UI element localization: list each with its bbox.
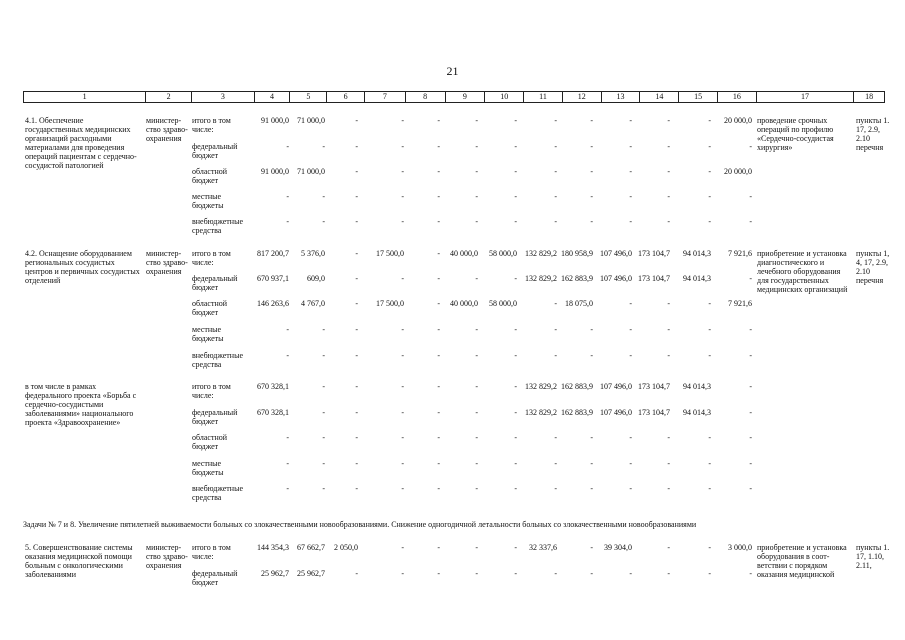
cell-c15: -: [708, 167, 711, 176]
source-label: внебюджетные средства: [192, 217, 243, 235]
source-label: итого в том числе:: [192, 249, 231, 267]
cell-c4: -: [286, 142, 289, 151]
cell-c8: -: [437, 217, 440, 226]
cell-c5: 609,0: [307, 274, 325, 283]
cell-c14: -: [667, 569, 670, 578]
header-cell: 5: [289, 92, 326, 102]
cell-c6: -: [355, 351, 358, 360]
executor: министер-ство здраво-охранения: [146, 116, 188, 143]
header-cell: 18: [853, 92, 884, 102]
cell-c13: -: [629, 569, 632, 578]
cell-c4: -: [286, 351, 289, 360]
cell-c8: -: [437, 274, 440, 283]
header-cell: 15: [678, 92, 717, 102]
cell-c6: -: [355, 459, 358, 468]
cell-c15: -: [708, 116, 711, 125]
cell-c9: -: [475, 569, 478, 578]
cell-c7: -: [401, 569, 404, 578]
header-cell: 16: [717, 92, 756, 102]
header-cell: 6: [326, 92, 364, 102]
cell-c5: -: [322, 459, 325, 468]
cell-c11: -: [554, 116, 557, 125]
cell-c11: -: [554, 433, 557, 442]
cell-c13: -: [629, 484, 632, 493]
cell-c5: -: [322, 142, 325, 151]
cell-c9: 40 000,0: [450, 299, 478, 308]
cell-c15: -: [708, 325, 711, 334]
cell-c7: -: [401, 543, 404, 552]
cell-c4: 144 354,3: [257, 543, 289, 552]
header-cell: 14: [639, 92, 678, 102]
header-cell: 12: [562, 92, 601, 102]
cell-c8: -: [437, 299, 440, 308]
cell-c5: -: [322, 382, 325, 391]
cell-c11: 132 829,2: [525, 274, 557, 283]
cell-c11: -: [554, 217, 557, 226]
cell-c7: -: [401, 116, 404, 125]
cell-c10: -: [514, 325, 517, 334]
cell-c12: -: [590, 433, 593, 442]
points-ref: пункты 1. 17, 2.9, 2.10 перечня: [856, 116, 890, 152]
source-label: местные бюджеты: [192, 192, 224, 210]
cell-c11: -: [554, 351, 557, 360]
activity-name: в том числе в рамках федерального проекта «Борьба с сердечно-сосудистыми заболеваниями» национального проекта «Здравоохранение»: [25, 382, 137, 427]
cell-c16: 20 000,0: [724, 167, 752, 176]
source-label: областной бюджет: [192, 433, 228, 451]
cell-c13: 39 304,0: [604, 543, 632, 552]
cell-c5: 71 000,0: [297, 167, 325, 176]
header-cell: 4: [254, 92, 290, 102]
source-label: областной бюджет: [192, 299, 228, 317]
cell-c10: 58 000,0: [489, 299, 517, 308]
header-cell: 2: [145, 92, 191, 102]
cell-c8: -: [437, 543, 440, 552]
cell-c10: -: [514, 433, 517, 442]
cell-c16: -: [749, 382, 752, 391]
cell-c14: -: [667, 459, 670, 468]
cell-c16: -: [749, 484, 752, 493]
executor: министер-ство здраво-охранения: [146, 249, 188, 276]
cell-c5: -: [322, 325, 325, 334]
cell-c10: -: [514, 167, 517, 176]
cell-c4: 146 263,6: [257, 299, 289, 308]
cell-c11: -: [554, 484, 557, 493]
cell-c9: -: [475, 217, 478, 226]
cell-c11: -: [554, 325, 557, 334]
cell-c13: -: [629, 433, 632, 442]
cell-c16: 3 000,0: [728, 543, 752, 552]
page-number: 21: [446, 64, 459, 78]
cell-c12: -: [590, 351, 593, 360]
cell-c16: -: [749, 274, 752, 283]
cell-c14: -: [667, 217, 670, 226]
cell-c4: -: [286, 192, 289, 201]
cell-c10: -: [514, 459, 517, 468]
cell-c16: -: [749, 325, 752, 334]
cell-c9: -: [475, 274, 478, 283]
cell-c11: -: [554, 459, 557, 468]
cell-c6: -: [355, 274, 358, 283]
cell-c14: -: [667, 325, 670, 334]
source-label: итого в том числе:: [192, 543, 231, 561]
cell-c7: -: [401, 325, 404, 334]
activity-name: 4.2. Оснащение оборудованием региональных сосудистых центров и первичных сосудистых отделений: [25, 249, 140, 285]
cell-c12: -: [590, 192, 593, 201]
source-label: федеральный бюджет: [192, 142, 238, 160]
cell-c10: -: [514, 351, 517, 360]
cell-c15: -: [708, 459, 711, 468]
header-cell: 17: [756, 92, 853, 102]
cell-c4: 670 937,1: [257, 274, 289, 283]
cell-c12: -: [590, 217, 593, 226]
cell-c16: 7 921,6: [728, 249, 752, 258]
cell-c4: -: [286, 484, 289, 493]
cell-c15: 94 014,3: [683, 274, 711, 283]
cell-c13: 107 496,0: [600, 249, 632, 258]
cell-c11: 32 337,6: [529, 543, 557, 552]
cell-c9: -: [475, 459, 478, 468]
cell-c6: -: [355, 325, 358, 334]
cell-c11: -: [554, 167, 557, 176]
cell-c7: -: [401, 142, 404, 151]
cell-c12: -: [590, 116, 593, 125]
cell-c8: -: [437, 351, 440, 360]
cell-c9: -: [475, 192, 478, 201]
executor: министер-ство здраво-охранения: [146, 543, 188, 570]
cell-c8: -: [437, 433, 440, 442]
cell-c15: -: [708, 142, 711, 151]
cell-c12: 162 883,9: [561, 382, 593, 391]
cell-c12: -: [590, 569, 593, 578]
source-label: местные бюджеты: [192, 459, 224, 477]
cell-c6: -: [355, 142, 358, 151]
cell-c15: -: [708, 433, 711, 442]
header-cell: 8: [405, 92, 445, 102]
cell-c12: -: [590, 167, 593, 176]
cell-c15: -: [708, 299, 711, 308]
cell-c6: -: [355, 167, 358, 176]
cell-c13: 107 496,0: [600, 408, 632, 417]
cell-c7: -: [401, 382, 404, 391]
cell-c7: 17 500,0: [376, 299, 404, 308]
cell-c9: -: [475, 543, 478, 552]
cell-c9: 40 000,0: [450, 249, 478, 258]
cell-c16: -: [749, 142, 752, 151]
cell-c14: -: [667, 484, 670, 493]
source-label: федеральный бюджет: [192, 274, 238, 292]
header-cell: 13: [601, 92, 640, 102]
cell-c16: -: [749, 408, 752, 417]
cell-c8: -: [437, 167, 440, 176]
cell-c6: -: [355, 408, 358, 417]
cell-c7: -: [401, 167, 404, 176]
cell-c10: -: [514, 274, 517, 283]
cell-c14: -: [667, 116, 670, 125]
cell-c10: -: [514, 217, 517, 226]
cell-c10: 58 000,0: [489, 249, 517, 258]
cell-c7: -: [401, 484, 404, 493]
cell-c14: 173 104,7: [638, 408, 670, 417]
cell-c10: -: [514, 569, 517, 578]
cell-c5: 71 000,0: [297, 116, 325, 125]
cell-c11: 132 829,2: [525, 382, 557, 391]
cell-c6: -: [355, 299, 358, 308]
cell-c16: -: [749, 569, 752, 578]
cell-c14: -: [667, 351, 670, 360]
cell-c4: -: [286, 459, 289, 468]
cell-c9: -: [475, 116, 478, 125]
cell-c13: 107 496,0: [600, 274, 632, 283]
cell-c14: -: [667, 433, 670, 442]
cell-c8: -: [437, 484, 440, 493]
cell-c16: -: [749, 192, 752, 201]
points-ref: пункты 1. 17, 1.10, 2.11,: [856, 543, 890, 570]
cell-c12: 162 883,9: [561, 274, 593, 283]
cell-c9: -: [475, 433, 478, 442]
cell-c9: -: [475, 351, 478, 360]
cell-c7: -: [401, 274, 404, 283]
cell-c6: -: [355, 217, 358, 226]
cell-c15: 94 014,3: [683, 249, 711, 258]
header-cell: 9: [445, 92, 485, 102]
cell-c13: -: [629, 167, 632, 176]
cell-c6: -: [355, 249, 358, 258]
cell-c16: 7 921,6: [728, 299, 752, 308]
cell-c13: -: [629, 299, 632, 308]
cell-c16: 20 000,0: [724, 116, 752, 125]
cell-c15: -: [708, 543, 711, 552]
cell-c6: -: [355, 116, 358, 125]
cell-c11: -: [554, 569, 557, 578]
cell-c8: -: [437, 408, 440, 417]
cell-c13: -: [629, 351, 632, 360]
cell-c5: 25 962,7: [297, 569, 325, 578]
source-label: итого в том числе:: [192, 116, 231, 134]
cell-c8: -: [437, 142, 440, 151]
cell-c15: -: [708, 484, 711, 493]
task-heading: Задачи № 7 и 8. Увеличение пятилетней выживаемости больных со злокачественными новообразованиями. Снижение одногодичной летальности больных со злокачественными новообразованиями: [23, 520, 697, 529]
source-label: федеральный бюджет: [192, 408, 238, 426]
cell-c5: -: [322, 484, 325, 493]
cell-c10: -: [514, 116, 517, 125]
cell-c10: -: [514, 543, 517, 552]
cell-c14: -: [667, 167, 670, 176]
cell-c11: -: [554, 299, 557, 308]
cell-c6: -: [355, 382, 358, 391]
source-label: внебюджетные средства: [192, 484, 243, 502]
cell-c4: 91 000,0: [261, 116, 289, 125]
cell-c10: -: [514, 484, 517, 493]
cell-c8: -: [437, 569, 440, 578]
cell-c10: -: [514, 382, 517, 391]
cell-c15: -: [708, 192, 711, 201]
cell-c4: 91 000,0: [261, 167, 289, 176]
cell-c14: -: [667, 192, 670, 201]
cell-c5: -: [322, 217, 325, 226]
cell-c5: 4 767,0: [301, 299, 325, 308]
cell-c13: 107 496,0: [600, 382, 632, 391]
header-cell: 7: [364, 92, 405, 102]
cell-c10: -: [514, 408, 517, 417]
table-header-row: [23, 91, 885, 103]
cell-c12: 18 075,0: [565, 299, 593, 308]
cell-c9: -: [475, 142, 478, 151]
cell-c8: -: [437, 192, 440, 201]
cell-c7: 17 500,0: [376, 249, 404, 258]
cell-c14: -: [667, 543, 670, 552]
cell-c14: 173 104,7: [638, 249, 670, 258]
cell-c14: 173 104,7: [638, 382, 670, 391]
cell-c7: -: [401, 408, 404, 417]
cell-c11: 132 829,2: [525, 249, 557, 258]
cell-c13: -: [629, 325, 632, 334]
cell-c5: 67 662,7: [297, 543, 325, 552]
cell-c16: -: [749, 217, 752, 226]
cell-c14: 173 104,7: [638, 274, 670, 283]
cell-c4: 670 328,1: [257, 408, 289, 417]
cell-c9: -: [475, 167, 478, 176]
cell-c15: -: [708, 217, 711, 226]
cell-c8: -: [437, 249, 440, 258]
points-ref: пункты 1, 4, 17, 2.9, 2.10 перечня: [856, 249, 890, 285]
cell-c14: -: [667, 142, 670, 151]
cell-c9: -: [475, 325, 478, 334]
cell-c8: -: [437, 459, 440, 468]
expected-result: проведение срочных операций по профилю «Сердечно-сосудистая хирургия»: [757, 116, 834, 152]
cell-c5: -: [322, 351, 325, 360]
cell-c11: -: [554, 142, 557, 151]
cell-c4: 25 962,7: [261, 569, 289, 578]
cell-c7: -: [401, 351, 404, 360]
cell-c13: -: [629, 217, 632, 226]
cell-c6: -: [355, 569, 358, 578]
cell-c12: -: [590, 459, 593, 468]
header-cell: 10: [484, 92, 523, 102]
cell-c16: -: [749, 433, 752, 442]
header-cell: 3: [191, 92, 254, 102]
cell-c5: 5 376,0: [301, 249, 325, 258]
cell-c13: -: [629, 459, 632, 468]
cell-c8: -: [437, 325, 440, 334]
expected-result: приобретение и установка диагностического и лечебного оборудования для государственных медицинских организаций: [757, 249, 848, 294]
cell-c7: -: [401, 459, 404, 468]
source-label: итого в том числе:: [192, 382, 231, 400]
cell-c10: -: [514, 192, 517, 201]
cell-c9: -: [475, 484, 478, 493]
cell-c11: -: [554, 192, 557, 201]
cell-c16: -: [749, 351, 752, 360]
cell-c16: -: [749, 459, 752, 468]
header-cell: 11: [523, 92, 562, 102]
cell-c4: 670 328,1: [257, 382, 289, 391]
cell-c12: 162 883,9: [561, 408, 593, 417]
source-label: внебюджетные средства: [192, 351, 243, 369]
cell-c6: -: [355, 484, 358, 493]
source-label: федеральный бюджет: [192, 569, 238, 587]
cell-c13: -: [629, 192, 632, 201]
cell-c9: -: [475, 408, 478, 417]
activity-name: 5. Совершенствование системы оказания медицинской помощи больным с онкологическими заболеваниями: [25, 543, 133, 579]
cell-c7: -: [401, 433, 404, 442]
header-cell: 1: [82, 92, 87, 101]
cell-c14: -: [667, 299, 670, 308]
cell-c15: -: [708, 351, 711, 360]
cell-c13: -: [629, 142, 632, 151]
cell-c11: 132 829,2: [525, 408, 557, 417]
activity-name: 4.1. Обеспечение государственных медицинских организаций расходными материалами для проведения операций пациентам с сердечно-сосудистой патологией: [25, 116, 137, 170]
cell-c10: -: [514, 142, 517, 151]
cell-c7: -: [401, 192, 404, 201]
cell-c13: -: [629, 116, 632, 125]
cell-c4: -: [286, 217, 289, 226]
cell-c15: 94 014,3: [683, 382, 711, 391]
cell-c12: -: [590, 543, 593, 552]
expected-result: приобретение и установка оборудования в соот-ветствии с порядком оказания медицинской: [757, 543, 847, 579]
source-label: местные бюджеты: [192, 325, 224, 343]
cell-c4: 817 200,7: [257, 249, 289, 258]
cell-c12: -: [590, 325, 593, 334]
cell-c8: -: [437, 382, 440, 391]
cell-c12: -: [590, 484, 593, 493]
source-label: областной бюджет: [192, 167, 228, 185]
cell-c4: -: [286, 325, 289, 334]
cell-c15: -: [708, 569, 711, 578]
cell-c6: 2 050,0: [334, 543, 358, 552]
cell-c15: 94 014,3: [683, 408, 711, 417]
cell-c12: -: [590, 142, 593, 151]
cell-c8: -: [437, 116, 440, 125]
cell-c5: -: [322, 408, 325, 417]
cell-c4: -: [286, 433, 289, 442]
cell-c6: -: [355, 192, 358, 201]
cell-c5: -: [322, 433, 325, 442]
cell-c7: -: [401, 217, 404, 226]
cell-c5: -: [322, 192, 325, 201]
cell-c9: -: [475, 382, 478, 391]
cell-c12: 180 958,9: [561, 249, 593, 258]
cell-c6: -: [355, 433, 358, 442]
